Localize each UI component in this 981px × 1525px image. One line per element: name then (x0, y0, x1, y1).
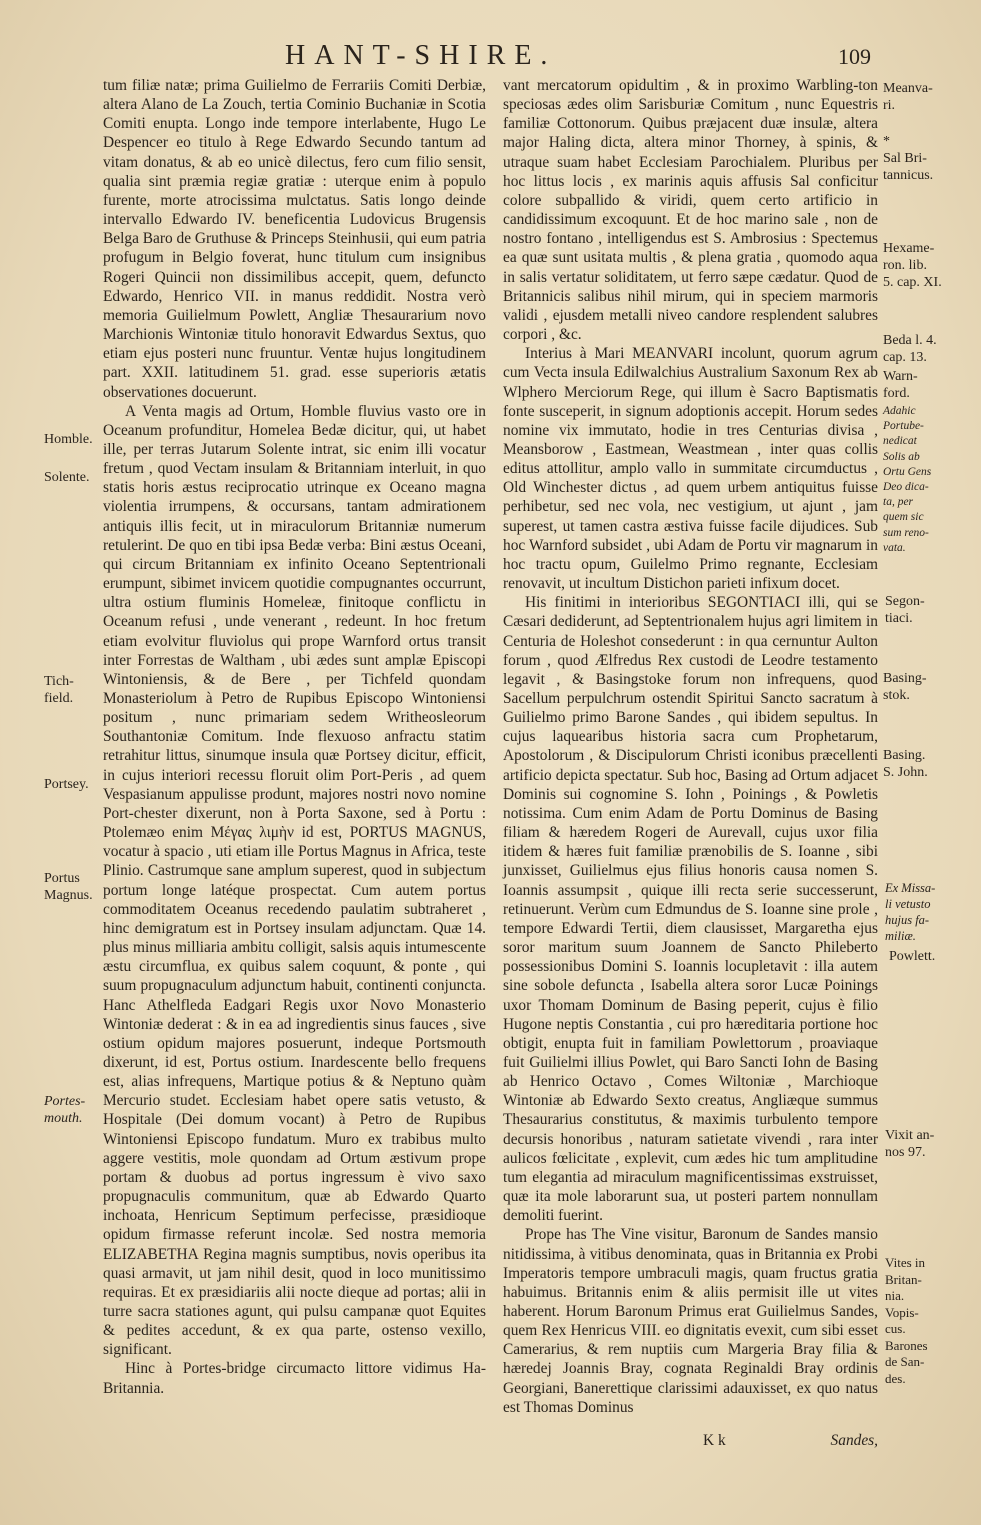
margin-note: Portsey. (44, 777, 89, 792)
margin-note: Tich- field. (44, 674, 74, 706)
margin-note: Ex Missa- li vetusto hujus fa- miliæ. (885, 881, 936, 943)
margin-note: Meanva- ri. (883, 81, 933, 113)
paragraph: His finitimi in interioribus SEGONTIACI illi, qui se Cæsari dediderunt, ad Septentrionalem hujus agri limitem in Centuria de Holeshot consederunt : in qua cernuntur Aulton forum , quod Ælfredus Rex custodi de Leodre testamento legavit , & Basingstoke forum non infrequens, quod Sacellum perpulchrum ostendit Spiritui Sancto sacratum à Guilielmo primo Barone Sandes , qui ibidem sepultus. In cujus laquearibus historia sacra cum Prophetarum, Apostolorum , & Discipulorum Christi iconibus præcellenti artificio depicta spectatur. Sub hoc, Basing ad Ortum adjacet Dominis sui cognomine S. Iohn , Poinings , & Powletis notissima. Cum enim Adam de Portu Dominus de Basing filiam & hæredem Rogeri de Aurevall, cujus uxor filia itidem & hæres fuit familiæ prænobilis de S. Ioanne , sibi junxisset, Guilielmus ejus filius honoris causa nomen S. Ioannis assumpsit , quique illi recta serie successerunt, retinuerunt. Verùm cum Edmundus de S. Ioanne sine prole , tempore Edwardi Tertii, diem clausisset, Margaretha ejus soror maritum suum Joannem de Sancto Phileberto possessionibus Domini S. Ioannis locupletavit : illa autem sine sobole defuncta , Isabella altera soror Lucæ Poinings uxor Thomam Dominum de Basing peperit, cujus è filio Hugone neptis Constantia , cui pro hæreditaria portione hoc obtigit, enupta fuit in familiam Powlettorum , proaviaque fuit Guilielmi illius Powlet, qui Baro Sancti Iohn de Basing ab Henrico Octavo , Comes Wiltoniæ , Marchioque Wintoniæ ab Edwardo Sexto creatus, Angliæque summus Thesaurarius constitutus, & maximis turbulento tempore decursis honoribus , naturam satietate vivendi , rara inter aulicos fœlicitate , explevit, cum ædes hic tum amplitudine tum elegantia ad miraculum magnificentissimas exstruisset, quæ ita mole laborarunt sua, ut posteri partem nonnullam demoliti fuerint. (503, 594, 878, 1225)
right-text-column (503, 76, 878, 1417)
paragraph: Interius à Mari MEANVARI incolunt, quorum agrum cum Vecta insula Edilwalchius Australium Saxonum Rex ab Wlphero Merciorum Rege, qui illum è Sacro Baptismatis fonte susceperit, in signum adoptionis accepit. Horum sedes nomine vix immutato, hodie in tres Centurias divisa , Meansborow , Eastmean, Weastmean , inter quas collis editus attollitur, amplo vallo in summitate circumductus , Old Winchester dictus , ad quem urbem antiquitus fuisse perhibetur, sed nec vola, nec vestigium, ut ajunt , jam superest, ut tamen castra æstiva fuisse facile dijudices. Sub hoc Warnford subsidet , ubi Adam de Portu vir magnarum in hoc tractu opum, Guilelmo Primo regnante, Ecclesiam renovavit, ut incultum Distichon parieti infixum docet. (503, 345, 878, 593)
page-number: 109 (838, 44, 871, 69)
page-header (0, 40, 981, 80)
catchword: Sandes, (830, 1432, 878, 1449)
paragraph: tum filiæ natæ; prima Guilielmo de Ferrariis Comiti Derbiæ, altera Alano de La Zouch, tertia Cominio Buchaniæ in Scotia Comiti enupta. Longo inde tempore interlabente, Hugo Le Despencer eo titulo à Rege Edwardo Secundo tantum ad vitam donatus, & ab eo unicè dilectus, fero cum filio sensit, qualia sint præmia regiæ gratiæ : uterque enim à populo furente, morte atrocissima mulctatus. Satis longo deinde intervallo Edwardo IV. beneficentia Ludovicus Brugensis Belga Baro de Gruthuse & Princeps Steinhusii, qui eum patria profugum in Belgio foverat, hunc titulum cum insignibus Rogeri Quincii non dissimilibus accepit, quem, defuncto Edwardo, Henrico VII. in manus reddidit. Nostra verò memoria Guilielmum Powlett, Angliæ Thesaurarium novo Marchionis Wintoniæ titulo honoravit Edwardus Sextus, quo etiam ejus posteri nunc fruuntur. Ventæ hujus longitudinem part. XXII. latitudinem 51. grad. esse superioris ætatis observationes docuerunt. (103, 77, 486, 401)
signature-mark: K k (703, 1432, 726, 1449)
page-footer (503, 1432, 878, 1452)
margin-note: Basing- stok. (883, 671, 927, 703)
margin-note: Vites in Britan- nia. Vopis- cus. Barones de San- des. (885, 1255, 928, 1386)
left-text-column (103, 76, 486, 1398)
margin-note: Powlett. (889, 949, 936, 964)
margin-note: Hexame- ron. lib. 5. cap. XI. (883, 241, 942, 290)
margin-note: Vixit an- nos 97. (885, 1128, 935, 1160)
margin-note: Beda l. 4. cap. 13. (883, 333, 937, 365)
margin-note: Homble. (44, 432, 93, 447)
margin-note: Segon- tiaci. (885, 594, 925, 626)
paragraph: Prope has The Vine visitur, Baronum de Sandes mansio nitidissima, à vitibus denominata, quas in Britannia ex Probi Imperatoris tempore umbraculi magis, quam fructus gratia habuimus. Britannis enim & aliis permisit ille ut vites haberent. Horum Baronum Primus erat Guilielmus Sandes, quem Rex Henricus VIII. eo dignitatis evexit, cum sibi esset Camerarius, & rem nuptiis cum Margeria Bray filia & hæredej Joannis Bray, cognata Reginaldi Bray ordinis Georgiani, Banerettique clarissimi adauxisset, ex quo natus est Thomas Dominus (503, 1226, 878, 1416)
paragraph: A Venta magis ad Ortum, Homble fluvius vasto ore in Oceanum profunditur, Homelea Bedæ dicitur, qui, ut habet ille, per terras Jutarum Solente intrat, sic enim illi vocatur fretum , quod Vectam insulam & Britanniam interluit, in quo statis horis æstus reciprocatio utrinque ex Oceano magna violentia irrumpens, & occursans, tantam admirationem antiquis illis fecit, ut in miraculorum Britanniæ numerum retulerint. De quo en tibi ipsa Bedæ verba: Bini æstus Oceani, qui circum Britanniam ex infinito Oceano Septentrionali erumpunt, sibimet invicem quotidie compugnantes occurrunt, ultra ostium fluminis Homeleæ, finitoque conflictu in Oceanum refusi , unde venerant , redeunt. In hoc fretum etiam evolvitur fluviolus qui prope Warnford ortus transit inter Forrestas de Waltham , ubi ædes sunt amplæ Episcopi Wintoniensis, & de Bere , per Tichfeld quondam Monasteriolum à Petro de Rupibus Episcopo Wintoniensi positum , nunc primariam sedem Writheosleorum Southantoniæ Comitum. Inde flexuoso anfractu statim retrahitur littus, sinumque insula quæ Portsey dicitur, efficit, in cujus interiori recessu floruit olim Port-Peris , ad quem Vespasianum appulisse produnt, majores nostri novo nomine Port-chester dixerunt, non à Porta Saxone, sed à Portu : Ptolemæo enim Μέγας λιμὴν id est, PORTUS MAGNUS, vocatur à spacio , uti etiam ille Portus Magnus in Africa, teste Plinio. Castrumque sane amplum superest, quod in subjectum portum longe latéque prospectat. Cum autem portus commoditatem Oceanus recedendo paulatim subtraheret , hinc demigratum est in Portsey insulam adjunctam. Quæ 14. plus minus milliaria ambitu colligit, salsis aquis intumescente æstu circumflua, ex quibus salem coquunt, & ponte , qui suum propugnaculum adjunctum habuit, continenti conjuncta. Hanc Athelfleda Eadgari Regis uxor Novo Monasterio Wintoniæ dederat : & in ea ad ingredientis sinus fauces , sive ostium opidum majores posuerunt, indeque Portsmouth dixerunt, id est, Portus ostium. Inardescente bello frequens est, alias infrequens, Martique potius & & Neptuno quàm Mercurio studet. Ecclesiam habet opere satis vetusto, & Hospitale (Dei domum vocant) à Petro de Rupibus Wintoniensi Episcopo fundatum. Muro ex trabibus multo aggere vestitis, mole quondam ad Ortum æstivum prope portam & duobus ad portus ingressum è vivo saxo propugnaculis communitum, quæ ab Edwardo Quarto inchoata, Henricum Septimum perfecisse, præsidioque opidum firmasse referunt incolæ. Sed nostra memoria ELIZABETHA Regina magnis sumptibus, novis operibus ita quasi armavit, ut jam nihil desit, quod in loco munitissimo requiras. Et ex præsidiariis alii nocte dieque ad portas; alii in turre sacra stationes agunt, qui pulsu campanæ quot Equites & pedites accedunt, & ex qua parte, ostenso vexillo, significant. (103, 402, 486, 1359)
paragraph: vant mercatorum opidultim , & in proximo Warbling-ton speciosas ædes olim Sarisburiæ Comitum , nunc Equestris familiæ Cottonorum. Quibus præjacent duæ insulæ, altera major Haling dicta, altera minor Thorney, à spinis, & utraque suam habet Ecclesiam Parochialem. Pluribus per hoc littus locis , ex marinis aquis affusis Sal conficitur colore subpallido & viridi, quem certo artificio in candidissimum excoquunt. Et de hoc marino sale , non de nostro fontano , intelligendus est S. Ambrosius : Spectemus ea quæ sunt usitata multis , & plena gratia , quomodo aqua in salis vertatur soliditatem, ut ferro sæpe cædatur. Quod de Britannicis salibus nihil mirum, qui in speciem marmoris validi , ejusdem metalli niveo candore resplendent salubres corpori , &c. (503, 77, 878, 344)
margin-note: Portes- mouth. (44, 1094, 86, 1126)
margin-note: * Sal Bri- tannicus. (883, 134, 934, 183)
margin-note: Warn- ford. (883, 369, 918, 401)
margin-note: Adahic Portube- nedicat Solis ab Ortu Gens Deo dica- ta, per quem sic sum reno- vata. (883, 405, 932, 554)
running-title: HANT-SHIRE. (285, 40, 557, 71)
margin-note: Basing. S. John. (883, 748, 928, 780)
margin-note: Portus Magnus. (44, 871, 93, 903)
paragraph: Hinc à Portes-bridge circumacto littore vidimus Ha- Britannia. (103, 1360, 486, 1397)
margin-note: Solente. (44, 470, 90, 485)
